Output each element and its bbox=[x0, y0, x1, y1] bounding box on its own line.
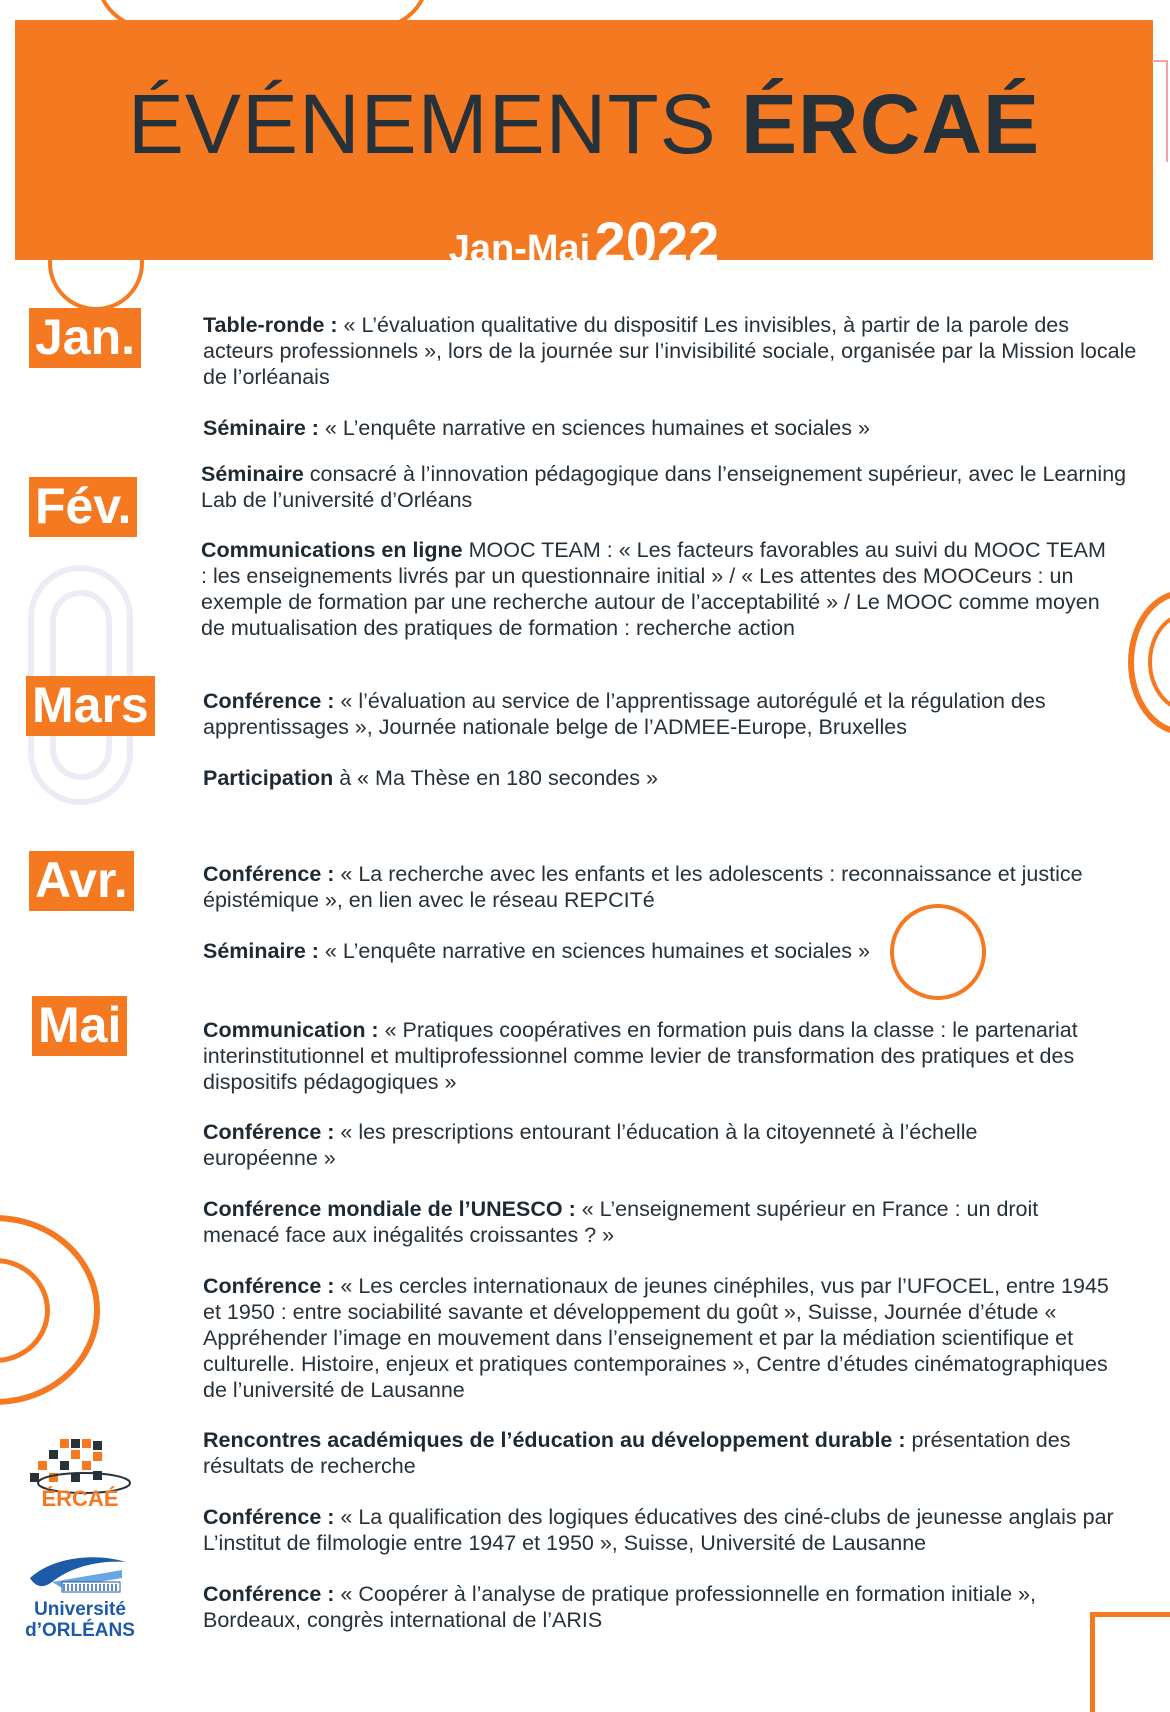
event-item bbox=[203, 861, 1103, 913]
event-text: « L’enquête narrative en sciences humaines et sociales » bbox=[318, 416, 870, 440]
event-label: Communications en ligne bbox=[201, 538, 463, 562]
month-badge-mars: Mars bbox=[26, 676, 155, 736]
univ-line2: d’ORLÉANS bbox=[25, 1620, 135, 1641]
page-title bbox=[15, 77, 1153, 171]
event-text: à « Ma Thèse en 180 secondes » bbox=[333, 766, 658, 790]
event-label: Conférence : bbox=[203, 1120, 335, 1144]
event-label: Communication : bbox=[203, 1018, 379, 1042]
event-text: « La recherche avec les enfants et les adolescents : reconnaissance et justice épistémique », en lien avec le réseau REPCITé bbox=[203, 862, 1083, 912]
event-text: « Pratiques coopératives en formation puis dans la classe : le partenariat interinstitutionnel et multiprofessionnel comme levier de transformation des pratiques et des dispositifs pédagogiques » bbox=[203, 1018, 1078, 1094]
event-label: Conférence : bbox=[203, 1274, 335, 1298]
month-badge-jan: Jan. bbox=[29, 308, 141, 368]
ercae-logo-text: ÉRCAÉ bbox=[41, 1486, 119, 1511]
period-months: Jan-Mai bbox=[448, 228, 591, 270]
event-item bbox=[203, 765, 1138, 791]
event-text: « Coopérer à l’analyse de pratique professionnelle en formation initiale », Bordeaux, congrès international de l’ARIS bbox=[203, 1582, 1036, 1632]
event-item bbox=[201, 537, 1113, 641]
event-item bbox=[201, 461, 1136, 513]
event-text: « L’enseignement supérieur en France : un droit menacé face aux inégalités croissantes ? » bbox=[203, 1197, 1039, 1247]
period-year: 2022 bbox=[594, 210, 720, 273]
event-item bbox=[203, 1427, 1138, 1479]
event-label: Table-ronde : bbox=[203, 313, 338, 337]
event-item bbox=[203, 415, 1138, 441]
banner-edge-decor bbox=[1152, 60, 1168, 162]
event-label: Conférence mondiale de l’UNESCO : bbox=[203, 1197, 576, 1221]
event-label: Participation bbox=[203, 766, 334, 790]
month-badge-mai: Mai bbox=[32, 996, 127, 1056]
event-label: Séminaire : bbox=[203, 939, 319, 963]
event-label: Séminaire : bbox=[203, 416, 319, 440]
event-label: Conférence : bbox=[203, 1505, 335, 1529]
event-text: « l’évaluation au service de l’apprentissage autorégulé et la régulation des apprentissages », Journée nationale belge de l’ADMEE-Europe, Bruxelles bbox=[203, 689, 1046, 739]
event-text: « L’évaluation qualitative du dispositif Les invisibles, à partir de la parole des acteurs professionnels », lors de la journée sur l’invisibilité sociale, organisée par la Mission locale de l’orléanais bbox=[203, 313, 1137, 389]
title-regular: ÉVÉNEMENTS bbox=[127, 77, 717, 171]
event-item bbox=[203, 1273, 1123, 1403]
event-label: Séminaire bbox=[201, 462, 304, 486]
period-subtitle bbox=[15, 210, 1153, 273]
event-label: Conférence : bbox=[203, 862, 335, 886]
month-badge-fev: Fév. bbox=[29, 477, 137, 537]
event-item bbox=[203, 938, 1138, 964]
event-text: « Les cercles internationaux de jeunes cinéphiles, vus par l’UFOCEL, entre 1945 et 1950 : entre sociabilité savante et développement du goût », Suisse, Journée d’étude « Appréhender l’image en mouvement dans l’enseignement et par la médiation scientifique et culturelle. Histoire, enjeux et pratiques contemporaines », Centre d’études cinématographiques de l’université de Lausanne bbox=[203, 1274, 1109, 1402]
header-banner bbox=[15, 20, 1153, 273]
univ-line1: Université bbox=[34, 1599, 126, 1620]
event-item bbox=[203, 1196, 1103, 1248]
event-text: MOOC TEAM : « Les facteurs favorables au suivi du MOOC TEAM : les enseignements livrés par un questionnaire initial » / « Les attentes des MOOCeurs : un exemple de formation par une recherche autour de l’acceptabilité » / Le MOOC comme moyen de mutualisation des pratiques de formation : recherche action bbox=[201, 538, 1106, 640]
event-label: Conférence : bbox=[203, 689, 335, 713]
event-text: « L’enquête narrative en sciences humaines et sociales » bbox=[318, 939, 870, 963]
event-item bbox=[203, 312, 1138, 390]
event-label: Conférence : bbox=[203, 1582, 335, 1606]
event-item bbox=[203, 1017, 1148, 1095]
event-text: « les prescriptions entourant l’éducation à la citoyenneté à l’échelle européenne » bbox=[203, 1120, 978, 1170]
month-badge-avr: Avr. bbox=[29, 851, 134, 911]
event-text: consacré à l’innovation pédagogique dans l’enseignement supérieur, avec le Learning Lab de l’université d’Orléans bbox=[201, 462, 1127, 512]
event-text: présentation des résultats de recherche bbox=[203, 1428, 1071, 1478]
event-item bbox=[203, 1504, 1148, 1556]
event-item bbox=[203, 1119, 1083, 1171]
event-item bbox=[203, 688, 1138, 740]
universite-orleans-logo-text bbox=[20, 1599, 140, 1641]
event-item bbox=[203, 1581, 1103, 1633]
title-bold: ÉRCAÉ bbox=[741, 77, 1041, 171]
event-label: Rencontres académiques de l’éducation au développement durable : bbox=[203, 1428, 906, 1452]
event-text: « La qualification des logiques éducatives des ciné-clubs de jeunesse anglais par L’institut de filmologie entre 1947 et 1950 », Suisse, Université de Lausanne bbox=[203, 1505, 1114, 1555]
